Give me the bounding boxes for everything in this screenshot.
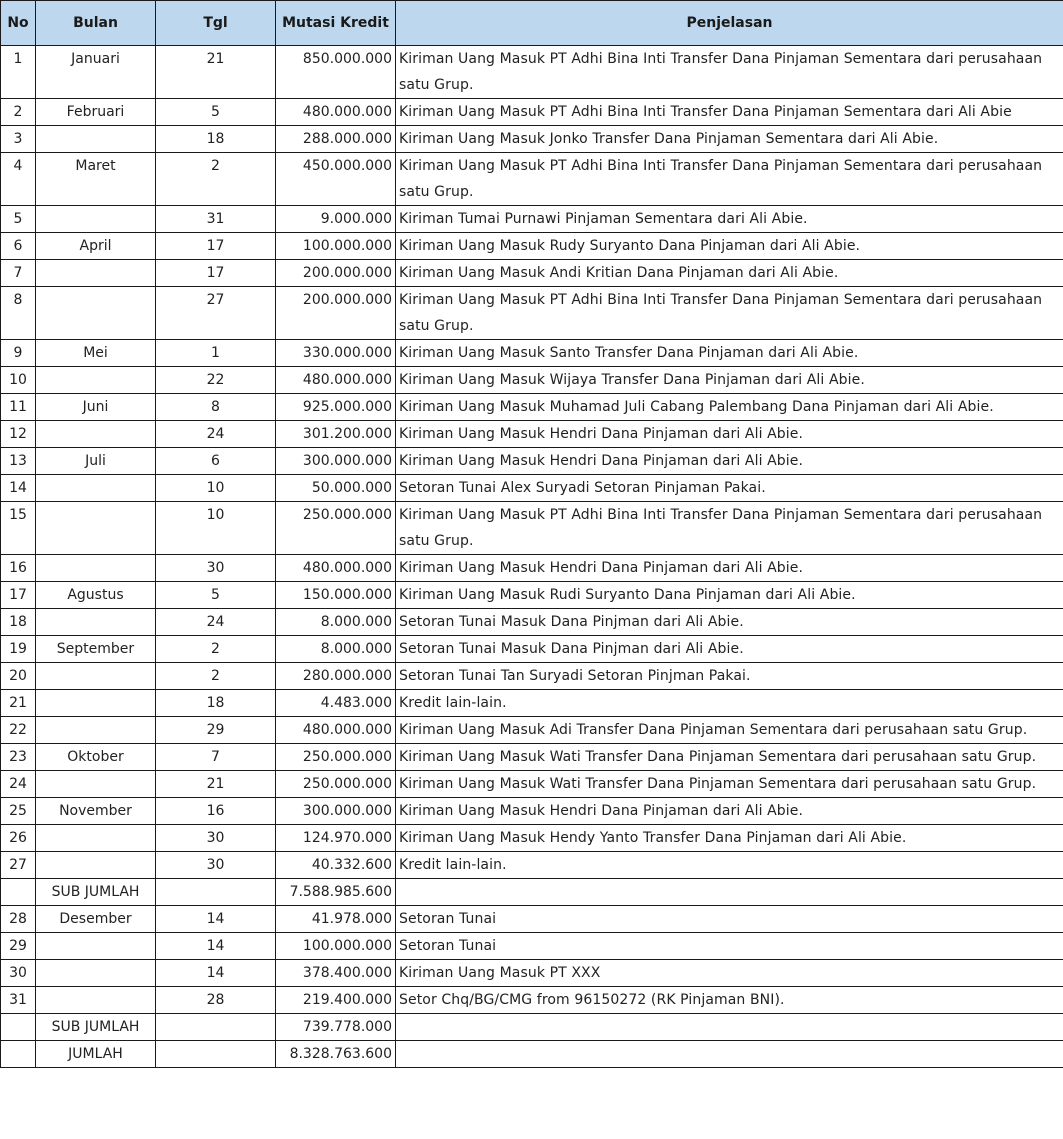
cell-penjelasan: Kiriman Uang Masuk PT Adhi Bina Inti Transfer Dana Pinjaman Sementara dari perusahaan satu Grup.: [396, 502, 1063, 555]
table-row: [1, 475, 1063, 502]
cell-mutasi-kredit: 925.000.000: [276, 394, 396, 421]
cell-no: 17: [1, 582, 36, 609]
cell-bulan: Desember: [36, 906, 156, 933]
cell-mutasi-kredit: 480.000.000: [276, 367, 396, 394]
cell-penjelasan: Kiriman Uang Masuk PT Adhi Bina Inti Transfer Dana Pinjaman Sementara dari perusahaan satu Grup.: [396, 153, 1063, 206]
table-row: [1, 206, 1063, 233]
header-row: [1, 1, 1063, 46]
cell-mutasi-kredit: 200.000.000: [276, 260, 396, 287]
table-row: [1, 825, 1063, 852]
cell-penjelasan: Kredit lain-lain.: [396, 690, 1063, 717]
cell-bulan: Januari: [36, 46, 156, 99]
cell-penjelasan: Kiriman Uang Masuk Wati Transfer Dana Pinjaman Sementara dari perusahaan satu Grup.: [396, 744, 1063, 771]
table-row: [1, 906, 1063, 933]
cell-tgl: [156, 1041, 276, 1068]
cell-penjelasan: Kiriman Uang Masuk PT XXX: [396, 960, 1063, 987]
cell-no: 2: [1, 99, 36, 126]
cell-penjelasan: Setoran Tunai Alex Suryadi Setoran Pinjaman Pakai.: [396, 475, 1063, 502]
cell-penjelasan: Kiriman Uang Masuk Jonko Transfer Dana Pinjaman Sementara dari Ali Abie.: [396, 126, 1063, 153]
cell-mutasi-kredit: 200.000.000: [276, 287, 396, 340]
cell-mutasi-kredit: 8.328.763.600: [276, 1041, 396, 1068]
cell-no: 6: [1, 233, 36, 260]
cell-penjelasan: Kiriman Uang Masuk PT Adhi Bina Inti Transfer Dana Pinjaman Sementara dari perusahaan satu Grup.: [396, 287, 1063, 340]
cell-no: 31: [1, 987, 36, 1014]
cell-tgl: 30: [156, 825, 276, 852]
cell-bulan: [36, 663, 156, 690]
cell-bulan: SUB JUMLAH: [36, 1014, 156, 1041]
cell-penjelasan: Kiriman Uang Masuk Hendri Dana Pinjaman dari Ali Abie.: [396, 448, 1063, 475]
cell-mutasi-kredit: 288.000.000: [276, 126, 396, 153]
cell-mutasi-kredit: 219.400.000: [276, 987, 396, 1014]
cell-bulan: [36, 475, 156, 502]
table-row: [1, 960, 1063, 987]
cell-no: [1, 879, 36, 906]
cell-penjelasan: Kiriman Uang Masuk Rudy Suryanto Dana Pinjaman dari Ali Abie.: [396, 233, 1063, 260]
header-tgl: Tgl: [156, 1, 276, 46]
cell-penjelasan: Setoran Tunai Masuk Dana Pinjman dari Ali Abie.: [396, 609, 1063, 636]
cell-bulan: [36, 987, 156, 1014]
cell-tgl: 24: [156, 609, 276, 636]
cell-penjelasan: Kiriman Uang Masuk Rudi Suryanto Dana Pinjaman dari Ali Abie.: [396, 582, 1063, 609]
cell-bulan: [36, 126, 156, 153]
cell-bulan: [36, 825, 156, 852]
cell-no: 15: [1, 502, 36, 555]
cell-mutasi-kredit: 8.000.000: [276, 609, 396, 636]
cell-mutasi-kredit: 150.000.000: [276, 582, 396, 609]
cell-penjelasan: Kiriman Uang Masuk Muhamad Juli Cabang Palembang Dana Pinjaman dari Ali Abie.: [396, 394, 1063, 421]
cell-bulan: [36, 771, 156, 798]
table-row: [1, 260, 1063, 287]
cell-bulan: [36, 260, 156, 287]
cell-tgl: 17: [156, 233, 276, 260]
cell-mutasi-kredit: 280.000.000: [276, 663, 396, 690]
table-row: [1, 448, 1063, 475]
cell-tgl: 2: [156, 636, 276, 663]
cell-bulan: [36, 502, 156, 555]
cell-tgl: 28: [156, 987, 276, 1014]
cell-mutasi-kredit: 40.332.600: [276, 852, 396, 879]
cell-mutasi-kredit: 450.000.000: [276, 153, 396, 206]
cell-tgl: 14: [156, 906, 276, 933]
table-row: [1, 609, 1063, 636]
table-row: [1, 771, 1063, 798]
cell-tgl: 6: [156, 448, 276, 475]
cell-mutasi-kredit: 378.400.000: [276, 960, 396, 987]
cell-no: 21: [1, 690, 36, 717]
cell-no: 27: [1, 852, 36, 879]
cell-bulan: [36, 206, 156, 233]
table-row: [1, 582, 1063, 609]
cell-bulan: [36, 555, 156, 582]
header-bulan: Bulan: [36, 1, 156, 46]
cell-tgl: 2: [156, 153, 276, 206]
cell-penjelasan: Kiriman Uang Masuk PT Adhi Bina Inti Transfer Dana Pinjaman Sementara dari Ali Abie: [396, 99, 1063, 126]
cell-no: 4: [1, 153, 36, 206]
cell-bulan: Februari: [36, 99, 156, 126]
cell-bulan: JUMLAH: [36, 1041, 156, 1068]
cell-tgl: 30: [156, 555, 276, 582]
subtotal-row: [1, 879, 1063, 906]
table-row: [1, 233, 1063, 260]
cell-penjelasan: Kiriman Uang Masuk Adi Transfer Dana Pinjaman Sementara dari perusahaan satu Grup.: [396, 717, 1063, 744]
table-row: [1, 502, 1063, 555]
cell-penjelasan: Kiriman Uang Masuk PT Adhi Bina Inti Transfer Dana Pinjaman Sementara dari perusahaan satu Grup.: [396, 46, 1063, 99]
cell-tgl: 21: [156, 771, 276, 798]
cell-no: 11: [1, 394, 36, 421]
table-row: [1, 555, 1063, 582]
cell-bulan: [36, 367, 156, 394]
table-row: [1, 798, 1063, 825]
cell-no: 13: [1, 448, 36, 475]
table-row: [1, 933, 1063, 960]
cell-bulan: [36, 852, 156, 879]
table-row: [1, 717, 1063, 744]
cell-bulan: November: [36, 798, 156, 825]
cell-mutasi-kredit: 4.483.000: [276, 690, 396, 717]
cell-bulan: Agustus: [36, 582, 156, 609]
cell-tgl: 31: [156, 206, 276, 233]
cell-no: 25: [1, 798, 36, 825]
cell-bulan: April: [36, 233, 156, 260]
cell-mutasi-kredit: 250.000.000: [276, 502, 396, 555]
cell-no: 10: [1, 367, 36, 394]
cell-no: 29: [1, 933, 36, 960]
cell-mutasi-kredit: 850.000.000: [276, 46, 396, 99]
cell-bulan: [36, 717, 156, 744]
cell-mutasi-kredit: 50.000.000: [276, 475, 396, 502]
cell-no: [1, 1041, 36, 1068]
cell-mutasi-kredit: 8.000.000: [276, 636, 396, 663]
cell-bulan: Maret: [36, 153, 156, 206]
cell-bulan: September: [36, 636, 156, 663]
cell-tgl: 22: [156, 367, 276, 394]
total-row: [1, 1041, 1063, 1068]
cell-no: 12: [1, 421, 36, 448]
cell-mutasi-kredit: 300.000.000: [276, 448, 396, 475]
cell-tgl: 18: [156, 690, 276, 717]
cell-tgl: 2: [156, 663, 276, 690]
table-row: [1, 126, 1063, 153]
table-row: [1, 287, 1063, 340]
cell-tgl: 7: [156, 744, 276, 771]
table-row: [1, 367, 1063, 394]
cell-no: 8: [1, 287, 36, 340]
cell-tgl: [156, 879, 276, 906]
cell-tgl: 30: [156, 852, 276, 879]
cell-penjelasan: Kiriman Uang Masuk Hendri Dana Pinjaman dari Ali Abie.: [396, 555, 1063, 582]
cell-tgl: 10: [156, 475, 276, 502]
cell-penjelasan: Setoran Tunai: [396, 906, 1063, 933]
cell-no: 28: [1, 906, 36, 933]
cell-no: 23: [1, 744, 36, 771]
cell-no: 24: [1, 771, 36, 798]
cell-bulan: Oktober: [36, 744, 156, 771]
cell-mutasi-kredit: 300.000.000: [276, 798, 396, 825]
cell-penjelasan: Setor Chq/BG/CMG from 96150272 (RK Pinjaman BNI).: [396, 987, 1063, 1014]
cell-tgl: 5: [156, 582, 276, 609]
cell-tgl: 14: [156, 960, 276, 987]
cell-mutasi-kredit: 9.000.000: [276, 206, 396, 233]
cell-tgl: 16: [156, 798, 276, 825]
cell-mutasi-kredit: 480.000.000: [276, 555, 396, 582]
cell-tgl: 17: [156, 260, 276, 287]
cell-penjelasan: Kiriman Uang Masuk Andi Kritian Dana Pinjaman dari Ali Abie.: [396, 260, 1063, 287]
cell-no: [1, 1014, 36, 1041]
cell-mutasi-kredit: 330.000.000: [276, 340, 396, 367]
table-row: [1, 153, 1063, 206]
cell-bulan: Juni: [36, 394, 156, 421]
cell-no: 30: [1, 960, 36, 987]
cell-mutasi-kredit: 100.000.000: [276, 933, 396, 960]
cell-mutasi-kredit: 301.200.000: [276, 421, 396, 448]
cell-no: 16: [1, 555, 36, 582]
cell-penjelasan: Kiriman Tumai Purnawi Pinjaman Sementara dari Ali Abie.: [396, 206, 1063, 233]
cell-bulan: [36, 933, 156, 960]
cell-penjelasan: Setoran Tunai Tan Suryadi Setoran Pinjman Pakai.: [396, 663, 1063, 690]
subtotal-row: [1, 1014, 1063, 1041]
cell-penjelasan: [396, 1014, 1063, 1041]
table-row: [1, 46, 1063, 99]
cell-mutasi-kredit: 100.000.000: [276, 233, 396, 260]
table-header: [1, 1, 1063, 46]
cell-no: 18: [1, 609, 36, 636]
cell-penjelasan: Setoran Tunai Masuk Dana Pinjman dari Ali Abie.: [396, 636, 1063, 663]
table-row: [1, 99, 1063, 126]
cell-bulan: SUB JUMLAH: [36, 879, 156, 906]
cell-tgl: 29: [156, 717, 276, 744]
header-penjelasan: Penjelasan: [396, 1, 1063, 46]
cell-tgl: 21: [156, 46, 276, 99]
cell-mutasi-kredit: 739.778.000: [276, 1014, 396, 1041]
table-row: [1, 663, 1063, 690]
cell-no: 22: [1, 717, 36, 744]
header-no: No: [1, 1, 36, 46]
table-row: [1, 394, 1063, 421]
cell-bulan: [36, 960, 156, 987]
cell-penjelasan: Kiriman Uang Masuk Wijaya Transfer Dana Pinjaman dari Ali Abie.: [396, 367, 1063, 394]
cell-mutasi-kredit: 41.978.000: [276, 906, 396, 933]
table-body: [1, 46, 1063, 1068]
cell-mutasi-kredit: 480.000.000: [276, 717, 396, 744]
table-row: [1, 636, 1063, 663]
cell-tgl: 1: [156, 340, 276, 367]
table-row: [1, 690, 1063, 717]
cell-penjelasan: Kiriman Uang Masuk Hendri Dana Pinjaman dari Ali Abie.: [396, 798, 1063, 825]
cell-tgl: 24: [156, 421, 276, 448]
cell-no: 14: [1, 475, 36, 502]
cell-mutasi-kredit: 250.000.000: [276, 771, 396, 798]
cell-bulan: Juli: [36, 448, 156, 475]
cell-bulan: [36, 690, 156, 717]
cell-no: 7: [1, 260, 36, 287]
cell-penjelasan: Kiriman Uang Masuk Wati Transfer Dana Pinjaman Sementara dari perusahaan satu Grup.: [396, 771, 1063, 798]
table-row: [1, 744, 1063, 771]
cell-no: 3: [1, 126, 36, 153]
cell-no: 20: [1, 663, 36, 690]
cell-no: 5: [1, 206, 36, 233]
cell-penjelasan: Kiriman Uang Masuk Santo Transfer Dana Pinjaman dari Ali Abie.: [396, 340, 1063, 367]
cell-mutasi-kredit: 124.970.000: [276, 825, 396, 852]
cell-bulan: Mei: [36, 340, 156, 367]
table-row: [1, 340, 1063, 367]
header-mutasi-kredit: Mutasi Kredit: [276, 1, 396, 46]
cell-penjelasan: Setoran Tunai: [396, 933, 1063, 960]
cell-penjelasan: Kiriman Uang Masuk Hendri Dana Pinjaman dari Ali Abie.: [396, 421, 1063, 448]
cell-tgl: 8: [156, 394, 276, 421]
cell-no: 1: [1, 46, 36, 99]
cell-penjelasan: Kiriman Uang Masuk Hendy Yanto Transfer Dana Pinjaman dari Ali Abie.: [396, 825, 1063, 852]
cell-bulan: [36, 421, 156, 448]
cell-penjelasan: [396, 1041, 1063, 1068]
cell-tgl: 5: [156, 99, 276, 126]
cell-tgl: 18: [156, 126, 276, 153]
cell-bulan: [36, 287, 156, 340]
cell-mutasi-kredit: 7.588.985.600: [276, 879, 396, 906]
cell-bulan: [36, 609, 156, 636]
cell-tgl: 10: [156, 502, 276, 555]
cell-mutasi-kredit: 480.000.000: [276, 99, 396, 126]
cell-tgl: 27: [156, 287, 276, 340]
cell-tgl: 14: [156, 933, 276, 960]
cell-tgl: [156, 1014, 276, 1041]
cell-mutasi-kredit: 250.000.000: [276, 744, 396, 771]
table-row: [1, 987, 1063, 1014]
cell-no: 19: [1, 636, 36, 663]
cell-no: 9: [1, 340, 36, 367]
cell-penjelasan: Kredit lain-lain.: [396, 852, 1063, 879]
cell-penjelasan: [396, 879, 1063, 906]
cell-no: 26: [1, 825, 36, 852]
table-row: [1, 421, 1063, 448]
table-row: [1, 852, 1063, 879]
